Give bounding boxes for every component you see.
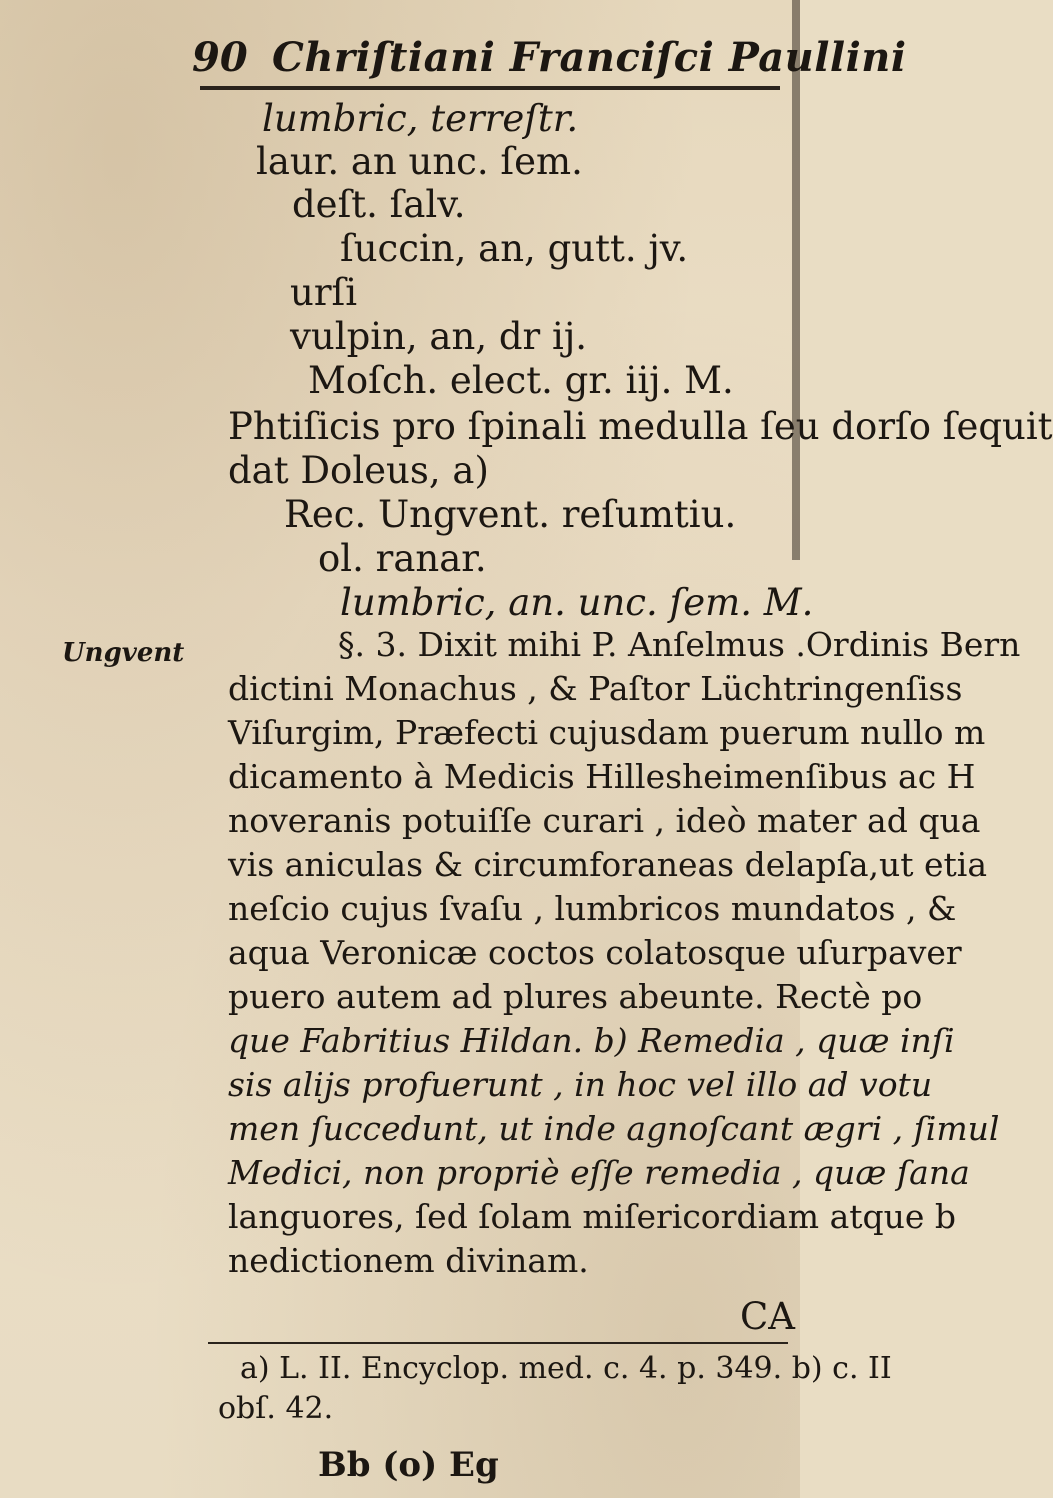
entry-line-2: laur. an unc. ſem. [256, 140, 583, 183]
footnote-line-1: a) L. II. Encyclop. med. c. 4. p. 349. b) c. II [240, 1351, 892, 1386]
entry-2-line-1: Rec. Ungvent. reſumtiu. [284, 493, 737, 536]
entry-line-3: deſt. ſalv. [292, 183, 466, 226]
page-edge-shadow [792, 0, 800, 560]
paragraph-2-line-3: Viſurgim, Præfecti cujusdam puerum nullo m [228, 713, 986, 752]
page-number: 90 [192, 34, 248, 81]
header-rule [200, 86, 780, 90]
paragraph-2-line-14: languores, ſed ſolam miſericordiam atque b [228, 1197, 957, 1236]
signature-mark: Bb (o) Eg [318, 1445, 499, 1485]
entry-line-6: vulpin, an, dr ij. [290, 315, 588, 358]
footnote-rule [208, 1342, 788, 1344]
paragraph-2-line-5: noveranis potuiſſe curari , ideò mater ad qua [228, 801, 981, 840]
entry-line-5: urſi [290, 271, 358, 314]
paragraph-2-line-8: aqua Veronicæ coctos colatosque uſurpaver [228, 933, 962, 972]
entry-line-7: Moſch. elect. gr. iij. M. [308, 359, 734, 402]
paragraph-2-line-6: vis aniculas & circumforaneas delapſa,ut etia [228, 845, 988, 884]
paragraph-2-line-4: dicamento à Medicis Hillesheimenſibus ac H [228, 757, 976, 796]
paragraph-2-line-7: neſcio cujus ſvaſu , lumbricos mundatos , & [228, 889, 957, 928]
margin-note: Ungvent [62, 638, 185, 668]
entry-2-line-2: ol. ranar. [318, 537, 487, 580]
paragraph-2-line-13: Medici, non propriè eſſe remedia , quæ ſana [228, 1153, 970, 1192]
paragraph-1-line-2: dat Doleus, a) [228, 449, 489, 492]
paragraph-2-line-2: dictini Monachus , & Paſtor Lüchtringenſiss [228, 669, 963, 708]
paragraph-1-line-1: Phtiſicis pro ſpinali medulla ſeu dorſo ſequit [228, 405, 1053, 448]
paragraph-2-line-12: men ſuccedunt, ut inde agnoſcant ægri , ſimul [228, 1109, 1000, 1148]
paragraph-2-line-15: nedictionem divinam. [228, 1241, 589, 1280]
paragraph-2-line-11: sis alijs profuerunt , in hoc vel illo ad votu [228, 1065, 933, 1104]
catchword: CA [740, 1295, 796, 1338]
paragraph-2-line-10: que Fabritius Hildan. b) Remedia , quæ inſi [228, 1021, 955, 1060]
entry-line-4: ſuccin, an, gutt. jv. [340, 227, 689, 270]
paragraph-2-line-9: puero autem ad plures abeunte. Rectè po [228, 977, 923, 1016]
entry-2-line-3: lumbric, an. unc. ſem. M. [340, 581, 814, 624]
entry-line-1: lumbric, terreſtr. [262, 97, 579, 140]
paragraph-2-line-1: §. 3. Dixit mihi P. Anſelmus .Ordinis Bern [338, 625, 1021, 664]
footnote-line-2: obſ. 42. [218, 1391, 334, 1426]
running-title: Chriſtiani Franciſci Paullini [272, 34, 907, 81]
